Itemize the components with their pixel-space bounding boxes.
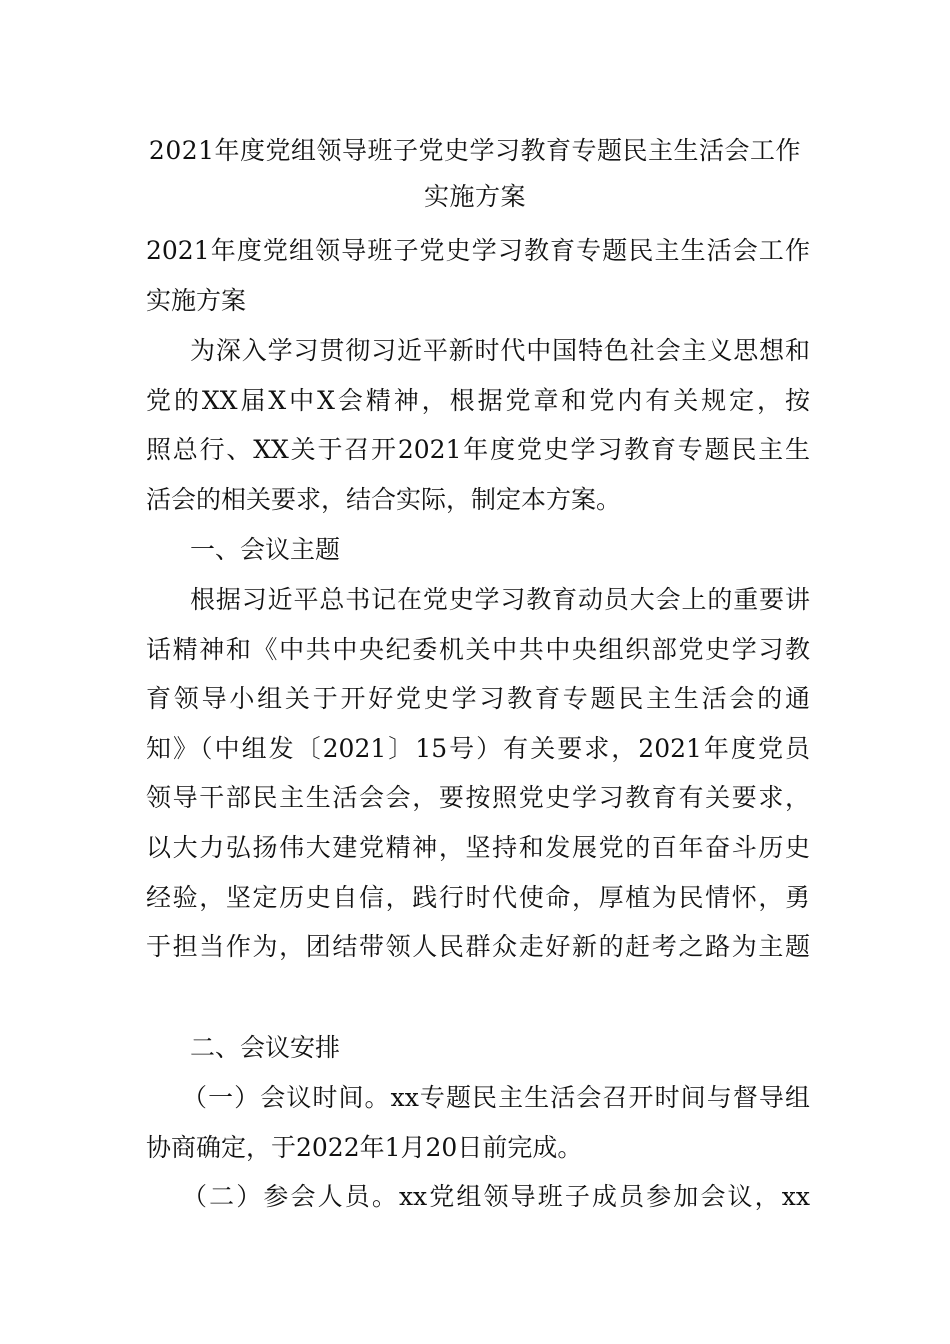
intro-line: 党的XX届X中X会精神，根据党章和党内有关规定，按 (146, 385, 810, 415)
intro-line: 为深入学习贯彻习近平新时代中国特色社会主义思想和 (190, 336, 810, 365)
section-1-heading (146, 525, 810, 575)
intro-line: 活会的相关要求，结合实际，制定本方案。 (146, 484, 622, 514)
item-1-line: 协商确定，于2022年1月20日前完成。 (146, 1132, 583, 1162)
section-heading: 二、会议安排 (190, 1033, 341, 1062)
section-2-heading (146, 1023, 810, 1073)
intro-paragraph (146, 326, 810, 524)
item-1-line: （一）会议时间。xx专题民主生活会召开时间与督导组 (182, 1083, 810, 1112)
section-1-line: 话精神和《中共中央纪委机关中共中央组织部党史学习教 (146, 634, 810, 664)
item-2-line: （二）参会人员。xx党组领导班子成员参加会议，xx (182, 1182, 810, 1211)
section-1-line: 领导干部民主生活会会，要按照党史学习教育有关要求， (146, 783, 810, 813)
title-line-2: 实施方案 (423, 182, 526, 211)
item-1-paragraph (146, 1073, 810, 1172)
section-1-line: 育领导小组关于开好党史学习教育专题民主生活会的通 (146, 684, 810, 714)
section-1-line: 知》（中组发〔2021〕15号）有关要求，2021年度党员 (146, 733, 810, 763)
item-2-paragraph (146, 1172, 810, 1222)
title-line-1: 2021年度党组领导班子党史学习教育专题民主生活会工作 (148, 136, 802, 165)
subtitle-line-1: 2021年度党组领导班子党史学习教育专题民主生活会工作 (146, 236, 810, 265)
intro-line: 照总行、XX关于召开2021年度党史学习教育专题民主生 (146, 435, 810, 465)
section-1-line: 根据习近平总书记在党史学习教育动员大会上的重要讲 (190, 585, 810, 614)
section-1-line: 于担当作为，团结带领人民群众走好新的赶考之路为主题 (146, 932, 810, 962)
document-title (140, 128, 810, 220)
section-heading: 一、会议主题 (190, 535, 341, 564)
subtitle-line-2: 实施方案 (146, 285, 247, 315)
section-1-body (146, 575, 810, 972)
section-1-line: 经验，坚定历史自信，践行时代使命，厚植为民情怀，勇 (146, 882, 810, 912)
document-subtitle (146, 226, 810, 325)
section-1-line: 以大力弘扬伟大建党精神，坚持和发展党的百年奋斗历史 (146, 832, 810, 862)
